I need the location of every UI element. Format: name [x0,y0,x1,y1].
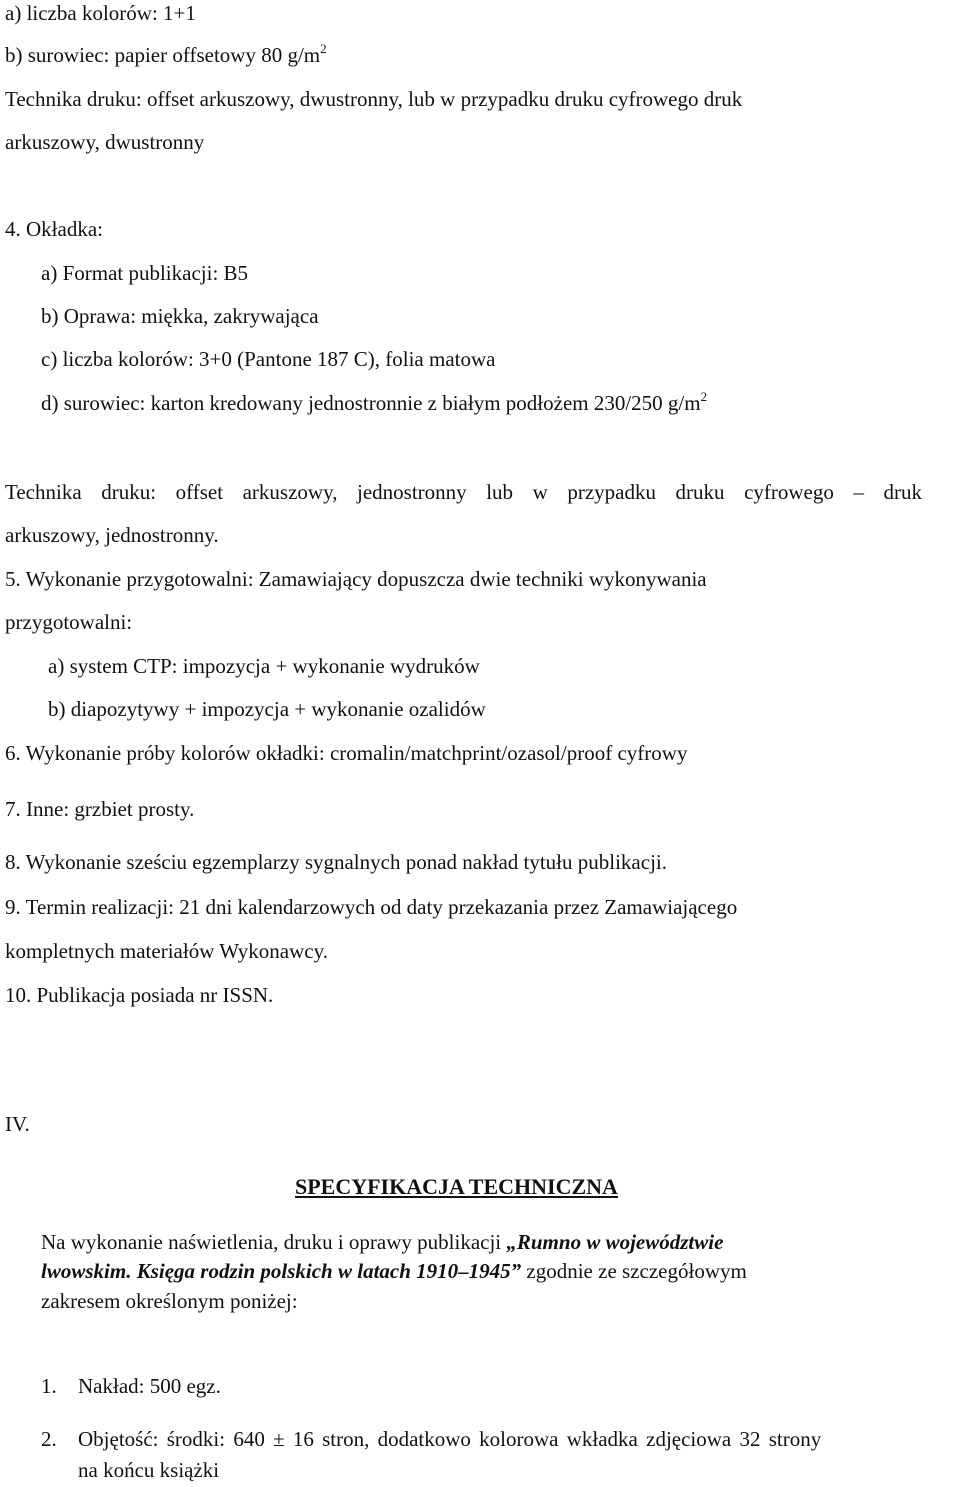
text-line: na końcu książki [78,1458,220,1482]
text-line: kompletnych materiałów Wykonawcy. [5,939,328,963]
text-span: Objętość: środki: 640 ± 16 stron, dodatkowo kolorowa wkładka zdjęciowa 32 strony [78,1427,822,1451]
text-line: Technika druku: offset arkuszowy, jednostronny lub w przypadku druku cyfrowego – druk [5,480,922,504]
text-line: przygotowalni: [5,610,133,634]
list-item: b) diapozytywy + impozycja + wykonanie ozalidów [48,697,486,721]
text-line: a) liczba kolorów: 1+1 [5,1,196,25]
list-number: 1. [41,1374,57,1398]
text-line: Technika druku: offset arkuszowy, dwustronny, lub w przypadku druku cyfrowego druk [5,87,743,111]
text-line: arkuszowy, jednostronny. [5,523,219,547]
section-number: IV. [5,1112,30,1136]
list-item [41,1373,221,1399]
superscript: 2 [700,389,708,404]
text-line: 6. Wykonanie próby kolorów okładki: cromalin/matchprint/ozasol/proof cyfrowy [5,741,688,765]
text-line: 10. Publikacja posiada nr ISSN. [5,983,274,1007]
list-item: b) Oprawa: miękka, zakrywająca [41,304,319,328]
text-line: zakresem określonym poniżej: [41,1289,298,1313]
text-line [41,1229,723,1255]
list-item [41,1426,959,1452]
text-span: Na wykonanie naświetlenia, druku i oprawy publikacji [41,1230,507,1254]
text-span: zgodnie ze szczegółowym [521,1259,747,1283]
text-span: Nakład: 500 egz. [78,1374,221,1398]
text-line [5,42,327,68]
publication-title: lwowskim. Księga rodzin polskich w latach 1910–1945” [41,1259,522,1283]
text-span: d) surowiec: karton kredowany jednostronnie z białym podłożem 230/250 g/m [41,391,701,415]
publication-title: „Rumno w województwie [506,1230,724,1254]
text-span: b) surowiec: papier offsetowy 80 g/m [5,43,321,67]
page-title: SPECYFIKACJA TECHNICZNA [295,1174,618,1199]
list-item: a) Format publikacji: B5 [41,261,249,285]
list-item: a) system CTP: impozycja + wykonanie wydruków [48,654,480,678]
section-heading: 4. Okładka: [5,217,103,241]
list-number: 2. [41,1427,57,1451]
text-line: 7. Inne: grzbiet prosty. [5,797,195,821]
list-item: c) liczba kolorów: 3+0 (Pantone 187 C), folia matowa [41,347,496,371]
text-line: arkuszowy, dwustronny [5,130,205,154]
superscript: 2 [320,41,327,56]
text-line: 5. Wykonanie przygotowalni: Zamawiający dopuszcza dwie techniki wykonywania [5,567,707,591]
text-line [41,1258,747,1284]
text-line: 9. Termin realizacji: 21 dni kalendarzowych od daty przekazania przez Zamawiającego [5,895,738,919]
list-item [41,390,707,416]
text-line: 8. Wykonanie sześciu egzemplarzy sygnalnych ponad nakład tytułu publikacji. [5,850,667,874]
